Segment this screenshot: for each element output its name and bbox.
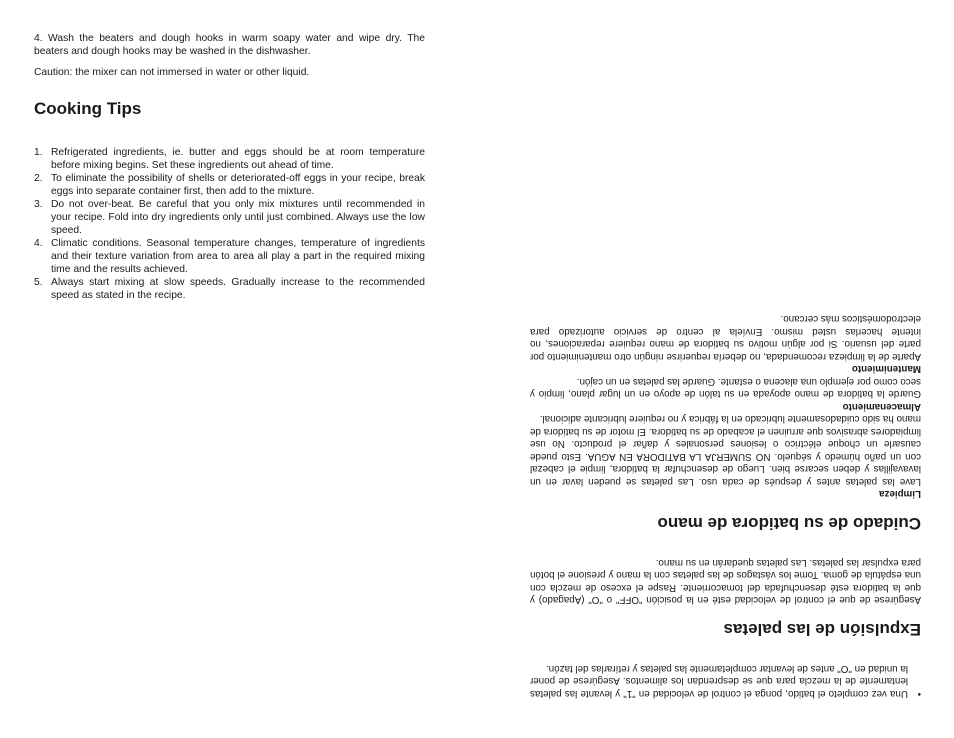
spanish-column: [530, 312, 921, 699]
maintenance-subheading: Mantenimiento: [851, 363, 921, 375]
tip-text: Do not over-beat. Be careful that you only mix mixtures until recommended in your recipe. Fold into dry ingredients only until just combined. Always use the low speed.: [51, 199, 425, 236]
caution-paragraph: Caution: the mixer can not immersed in water or other liquid.: [34, 67, 310, 78]
storage-paragraph: Guarde la batidora de mano apoyada en su talón de apoyo en un lugar plano, limpio y seco como por ejemplo una alacena o estante. Guarde las paletas en un cajón.: [530, 376, 921, 400]
expulsion-paragraph: Asegúrese de que el control de velocidad esté en la posición "OFF" o "O" (Apagado) y que la batidora esté desenchufada del tomacorriente. Raspe el exceso de mezcla con una espátula de goma. Tome los vástagos de las paletas con la mano y presione el botón para expulsar las paletas. Las paletas quedarán en su mano.: [530, 557, 921, 606]
tip-number: 5.: [34, 277, 43, 288]
tip-number: 1.: [34, 147, 43, 158]
storage-subheading: Almacenamiento: [842, 401, 921, 412]
tip-text: Climatic conditions. Seasonal temperature changes, temperature of ingredients and their texture variation from area to area all play a part in the required mixing time and the results achieved.: [51, 238, 425, 275]
spanish-page-upside-down: [530, 0, 921, 738]
tip-text: Refrigerated ingredients, ie. butter and eggs should be at room temperature before mixing begins. Set these ingredients out ahead of time.: [51, 147, 425, 171]
care-heading: Cuidado de su batidora de mano: [657, 514, 921, 534]
tip-item: [34, 198, 425, 237]
english-column: [34, 32, 425, 302]
tip-item: [34, 146, 425, 172]
tip-number: 2.: [34, 173, 43, 184]
removal-bullet: [530, 662, 921, 700]
tip-text: To eliminate the possibility of shells or deteriorated-off eggs in your recipe, break eggs into separate container first, then add to the mixture.: [51, 173, 425, 197]
expulsion-heading: Expulsión de las paletas: [723, 620, 921, 640]
cooking-tips-heading: Cooking Tips: [34, 99, 142, 118]
removal-bullet-text: Una vez completo el batido, ponga el control de velocidad en "1" y levante las paletas lentamente de la mezcla para que se desprendan los alimentos. Asegúrese de poner la unidad en "O" antes de levantar completamente las paletas y retírarlas del tazón.: [530, 663, 908, 699]
tip-number: 4.: [34, 238, 43, 249]
tip-item: [34, 237, 425, 276]
bullet-dot: •: [917, 688, 921, 699]
tip-item: [34, 276, 425, 302]
maintenance-paragraph: Aparte de la limpieza recomendada, no debería requerirse ningún otro mantenimiento por parte del usuario. Si por algún motivo su batidora de mano requiere reparaciones, no intente hacerlas usted mismo. Envíela al centro de servicio autorizado para electrodomésticos más cercano.: [530, 313, 921, 362]
tip-text: Always start mixing at slow speeds. Gradually increase to the recommended speed as stated in the recipe.: [51, 277, 425, 301]
cleaning-paragraph: Lave las paletas antes y después de cada uso. Las paletas se pueden lavar en un lavavajillas y deben secarse bien. Luego de desenchufar la batidora, limpie el cabezal con un paño húmedo y séquelo. NO SUMERJA LA BATIDORA EN AGUA. Esto puede causarle un choque eléctrico o lesiones personales y dañar el producto. No use limpiadores abrasivos que arruinen el acabado de su batidora. El motor de su batidora de mano ha sido cuidadosamente lubricado en la fábrica y no requiere lubricante adicional.: [530, 413, 921, 487]
wash-paragraph: 4. Wash the beaters and dough hooks in warm soapy water and wipe dry. The beaters and dough hooks may be washed in the dishwasher.: [34, 33, 425, 57]
cooking-tips-list: [34, 146, 425, 302]
cleaning-subheading: Limpieza: [879, 488, 921, 500]
tip-item: [34, 172, 425, 198]
tip-number: 3.: [34, 199, 43, 210]
